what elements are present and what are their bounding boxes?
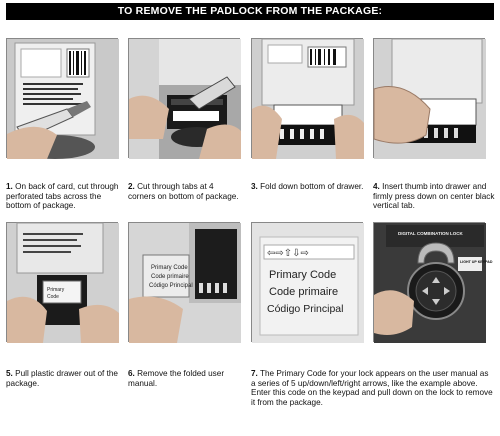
step-number: 6. [128,369,135,378]
svg-text:Primary: Primary [47,287,65,293]
manual-line-3: Código Principal [149,283,193,289]
lock-brand-text: DIGITAL COMBINATION LOCK [398,231,463,236]
step-text: Cut through tabs at 4 corners on bottom of package. [128,182,239,201]
step-number: 4. [373,182,380,191]
step-6-caption [128,369,240,388]
step-text: Fold down bottom of drawer. [260,182,364,191]
primary-code-es: Código Principal [267,303,344,315]
manual-line-1: Primary Code [151,265,188,271]
step-number: 7. [251,369,258,378]
step-text: Remove the folded user manual. [128,369,225,388]
step-3-photo [251,38,363,158]
step-5-caption [6,369,122,388]
primary-code-fr: Code primaire [269,286,339,298]
arrow-code: ⇦⇨⇧⇩⇨ [267,248,309,259]
step-5-photo [6,222,118,342]
page-title: TO REMOVE THE PADLOCK FROM THE PACKAGE: [6,3,494,20]
step-7-caption [251,369,495,407]
step-text: The Primary Code for your lock appears on the user manual as a series of 5 up/down/left/right arrows, like the example above. Enter this code on the keypad and pull down on the lock to remove it from the package. [251,369,493,407]
step-4-caption [373,182,495,211]
step-7-manual-photo [251,222,363,342]
step-7-lock-photo [373,222,493,342]
step-number: 5. [6,369,13,378]
step-4-photo [373,38,485,158]
svg-text:Code: Code [47,294,59,300]
step-6-photo [128,222,240,342]
step-number: 1. [6,182,13,191]
step-text: Insert thumb into drawer and firmly press down on center black vertical tab. [373,182,495,211]
step-number: 2. [128,182,135,191]
step-1-caption [6,182,122,211]
manual-line-2: Code primaire [151,274,189,280]
step-text: Pull plastic drawer out of the package. [6,369,118,388]
keypad-label: LIGHT UP KEYPAD [460,260,493,264]
primary-code-en: Primary Code [269,269,337,281]
step-1-photo [6,38,118,158]
step-3-caption [251,182,367,192]
step-2-photo [128,38,240,158]
step-text: On back of card, cut through perforated tabs across the bottom of package. [6,182,119,211]
step-number: 3. [251,182,258,191]
step-2-caption [128,182,240,201]
